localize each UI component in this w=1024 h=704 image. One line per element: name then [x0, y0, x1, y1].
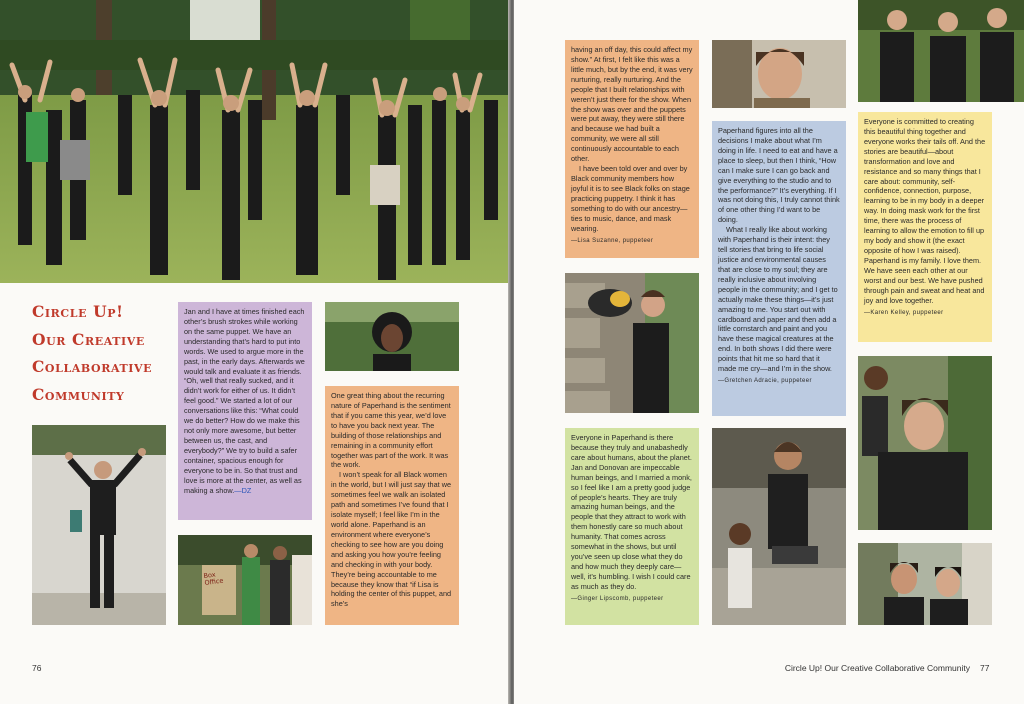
portrait-photo-icon [325, 302, 459, 371]
quote-paragraph: Everyone is committed to creating this beautiful thing together and everyone works their tails off. And the stories are beautiful—about transformation and love and resistance and so many things that I care about: community, self-confidence, connection, purpose, learning to be in my body in a deeper way. In doing mask work for the first time, there was the process of learning to allow the emotion to fill up my body and show it (the exact opposite of how I was raised). Paperhand is my family. I love them. We have seen each other at our worst and our best. We have pushed through pain and sweat and heat and joy and love together. [864, 117, 986, 305]
heading-line-4: Community [32, 384, 125, 404]
photo-box-office [178, 535, 312, 625]
quote-credit: —Lisa Suzanne, puppeteer [571, 237, 654, 244]
quote-box-lisa-part-2 [565, 40, 699, 258]
photo-woman-with-bee-puppet [565, 273, 699, 413]
group-photo-icon [858, 0, 1024, 102]
quote-paragraph: Everyone in Paperhand is there because they truly and unabashedly care about humans, about the planet. Jan and Donovan are impeccable human beings, and I married a monk, so I feel like I am a pretty good judge of people’s hearts. They are truly amazing human beings, and the people that they attract to work with them honestly care so much about humanity. That comes across somewhat in the shows, but until you’ve seen up close what they do and how much they deeply care—well, it’s humbling. I wish I could care as much as they do. [571, 433, 692, 591]
left-page [0, 0, 510, 704]
running-footer: Circle Up! Our Creative Collaborative Community [784, 663, 970, 673]
photo-smiling-woman [712, 40, 846, 108]
quote-paragraph: I have been told over and over by Black community members how joyful it is to see Black folks on stage practicing puppetry. I think it has something to do with our ancestry—ties to music, dance, and mask wearing. [571, 164, 690, 233]
quote-paragraph: I won’t speak for all Black women in the world, but I will just say that we sometimes feel we walk an isolated path and sometimes I’ve found that I isolate myself; I feel like I’m in the world alone. Paperhand is an environment where everyone’s checking to see how are you doing and asking you how you’re feeling and checking in with your body. They’re being accountable to me because they know that “if Lisa is holding the center of this puppet, and she’s [331, 470, 452, 609]
heading-line-3: Collaborative [32, 357, 153, 377]
photo-man-and-child [712, 428, 846, 625]
quote-box-karen [858, 112, 992, 342]
quote-signature: —DZ [234, 485, 252, 495]
page-number-left: 76 [32, 663, 42, 673]
photo-two-women [858, 543, 992, 625]
quote-box-gretchen [712, 121, 846, 416]
group-photo-icon [178, 535, 312, 625]
quote-text: Jan and I have at times finished each other’s brush strokes while working on the same puppet. We have an understanding that’s hard to put into words. We used to argue more in the past, in the early days. Afterwards we would talk and evaluate it as friends. “Oh, well that really sucked, and it didn’t work for either of us. It didn’t feel good.” We started a lot of our conversations like this: “What could we do better? How do we make this not only more awesome, but better between us, the cast, and everybody?” We try to build a safer container, spacious enough for everyone to be in. So that trust and love is more at the center, as well as making a show. [184, 307, 305, 495]
quote-paragraph: Paperhand figures into all the decisions I make about what I’m doing in life. I need to eat and have a place to sleep, but then I think, “How can I make sure I can go back and give everything to the studio and to the performance?” It’s everything. If I was not doing this, I truly cannot think of one other thing I’d want to be doing. [718, 126, 840, 225]
right-page [514, 0, 1024, 704]
person-photo-icon [32, 425, 166, 625]
section-heading [32, 298, 172, 408]
quote-paragraph: One great thing about the recurring nature of Paperhand is the sentiment that if you came this year, we’d love to have you back next year. The building of those relationships and remaining in a community effort together was part of the work. It was the work. [331, 391, 451, 470]
quote-credit: —Gretchen Adracie, puppeteer [718, 378, 812, 385]
photo-circle-of-performers [0, 0, 510, 283]
heading-line-1: Circle Up! [32, 302, 124, 321]
heading-line-2: Our Creative [32, 329, 145, 349]
quote-box-ginger [565, 428, 699, 625]
quote-credit: —Karen Kelley, puppeteer [864, 309, 944, 316]
person-photo-icon [565, 273, 699, 413]
box-office-sign: Box Office [203, 570, 224, 588]
quote-box-dz [178, 302, 312, 520]
quote-paragraph [184, 307, 306, 496]
portrait-photo-icon [858, 356, 992, 530]
portrait-photo-icon [858, 543, 992, 625]
photo-man-arms-raised [32, 425, 166, 625]
page-number-right: 77 [980, 663, 990, 673]
portrait-photo-icon [712, 40, 846, 108]
quote-credit: —Ginger Lipscomb, puppeteer [571, 595, 664, 602]
photo-woman-with-child [858, 356, 992, 530]
quote-paragraph: What I really like about working with Paperhand is their intent: they tell stories that bring to life social justice and environmental causes that are close to my soul; they are really inclusive about involving people in the community; and I get to actually make these things—it’s just amazing to me. You start out with cardboard and paper and then add a little cornstarch and paint and you have these magical creatures at the end. In both shows I did there were points that hit me so hard that it made me cry—and I’m in the show. [718, 225, 838, 374]
photo-three-performers [858, 0, 1024, 102]
person-photo-icon [712, 428, 846, 625]
photo-woman-portrait [325, 302, 459, 371]
quote-box-lisa-part-1 [325, 386, 459, 625]
quote-paragraph: having an off day, this could affect my show.” At first, I felt like this was a little much, but by the end, it was very nurturing, really nurturing. And the people that I built relationships with weren’t just there for the show. When the show was over and the puppets were put away, they were still there and because we had built a community, we were all still continuously accountable to each other. [571, 45, 693, 164]
group-photo-icon [0, 0, 510, 283]
